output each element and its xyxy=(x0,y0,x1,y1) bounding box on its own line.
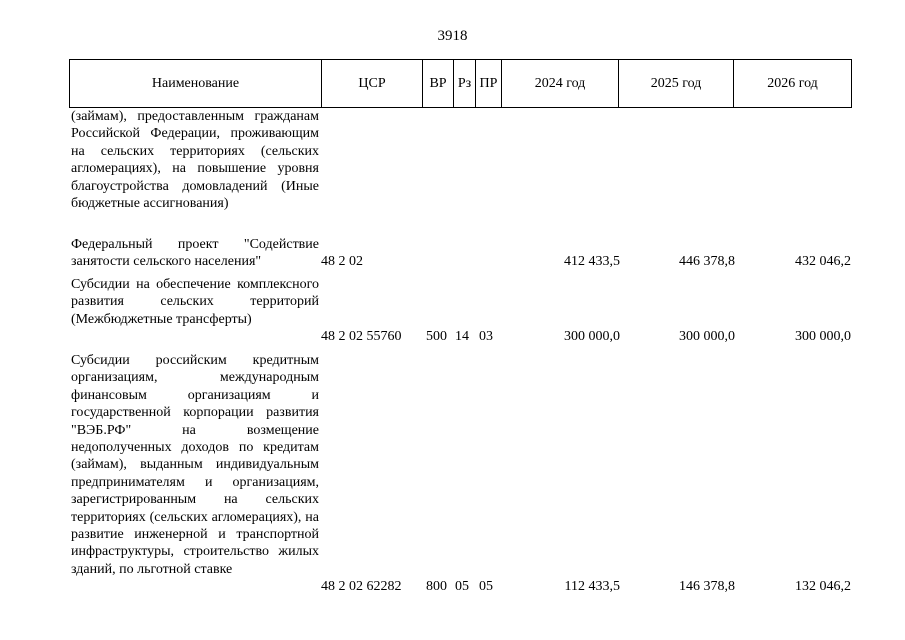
row-2025: 446 378,8 xyxy=(679,254,735,269)
header-vr: ВР xyxy=(423,60,454,108)
row-csr: 48 2 02 55760 xyxy=(321,329,402,344)
row-csr: 48 2 02 62282 xyxy=(321,579,402,594)
row-rz: 05 xyxy=(455,579,469,594)
row-2025: 146 378,8 xyxy=(679,579,735,594)
row-2026: 300 000,0 xyxy=(795,329,851,344)
header-pr: ПР xyxy=(476,60,502,108)
header-2024: 2024 год xyxy=(502,60,619,108)
header-2026: 2026 год xyxy=(734,60,852,108)
row-2025: 300 000,0 xyxy=(679,329,735,344)
row-rz: 14 xyxy=(455,329,469,344)
page-number: 3918 xyxy=(437,28,468,44)
row-2024: 112 433,5 xyxy=(564,579,620,594)
row-pr: 05 xyxy=(479,579,493,594)
table-header xyxy=(69,59,852,108)
header-rz: Рз xyxy=(454,60,476,108)
row-2024: 412 433,5 xyxy=(564,254,620,269)
header-csr: ЦСР xyxy=(322,60,423,108)
row-2024: 300 000,0 xyxy=(564,329,620,344)
row-name: Субсидии на обеспечение комплексного развития сельских территорий (Межбюджетные трансферты) xyxy=(71,277,319,327)
row-vr: 500 xyxy=(426,329,447,344)
row-name: Субсидии российским кредитным организациям, международным финансовым организациям и государственной корпорации развития "ВЭБ.РФ" на возмещение недополученных доходов по кредитам (займам), выданным индивидуальным предпринимателям и организациям, зарегистрированным на сельских территориях (сельских агломерациях), на развитие инженерной и транспортной инфраструктуры, строительство жилых зданий, по льготной ставке xyxy=(71,353,319,577)
row-pr: 03 xyxy=(479,329,493,344)
row-name: Федеральный проект "Содействие занятости сельского населения" xyxy=(71,237,319,270)
row-2026: 132 046,2 xyxy=(795,579,851,594)
header-name: Наименование xyxy=(70,60,322,108)
row-name: (займам), предоставленным гражданам Российской Федерации, проживающим на сельских территориях (сельских агломерациях), на повышение уровня благоустройства домовладений (Иные бюджетные ассигнования) xyxy=(71,109,319,212)
row-csr: 48 2 02 xyxy=(321,254,363,269)
row-2026: 432 046,2 xyxy=(795,254,851,269)
row-vr: 800 xyxy=(426,579,447,594)
header-2025: 2025 год xyxy=(619,60,734,108)
